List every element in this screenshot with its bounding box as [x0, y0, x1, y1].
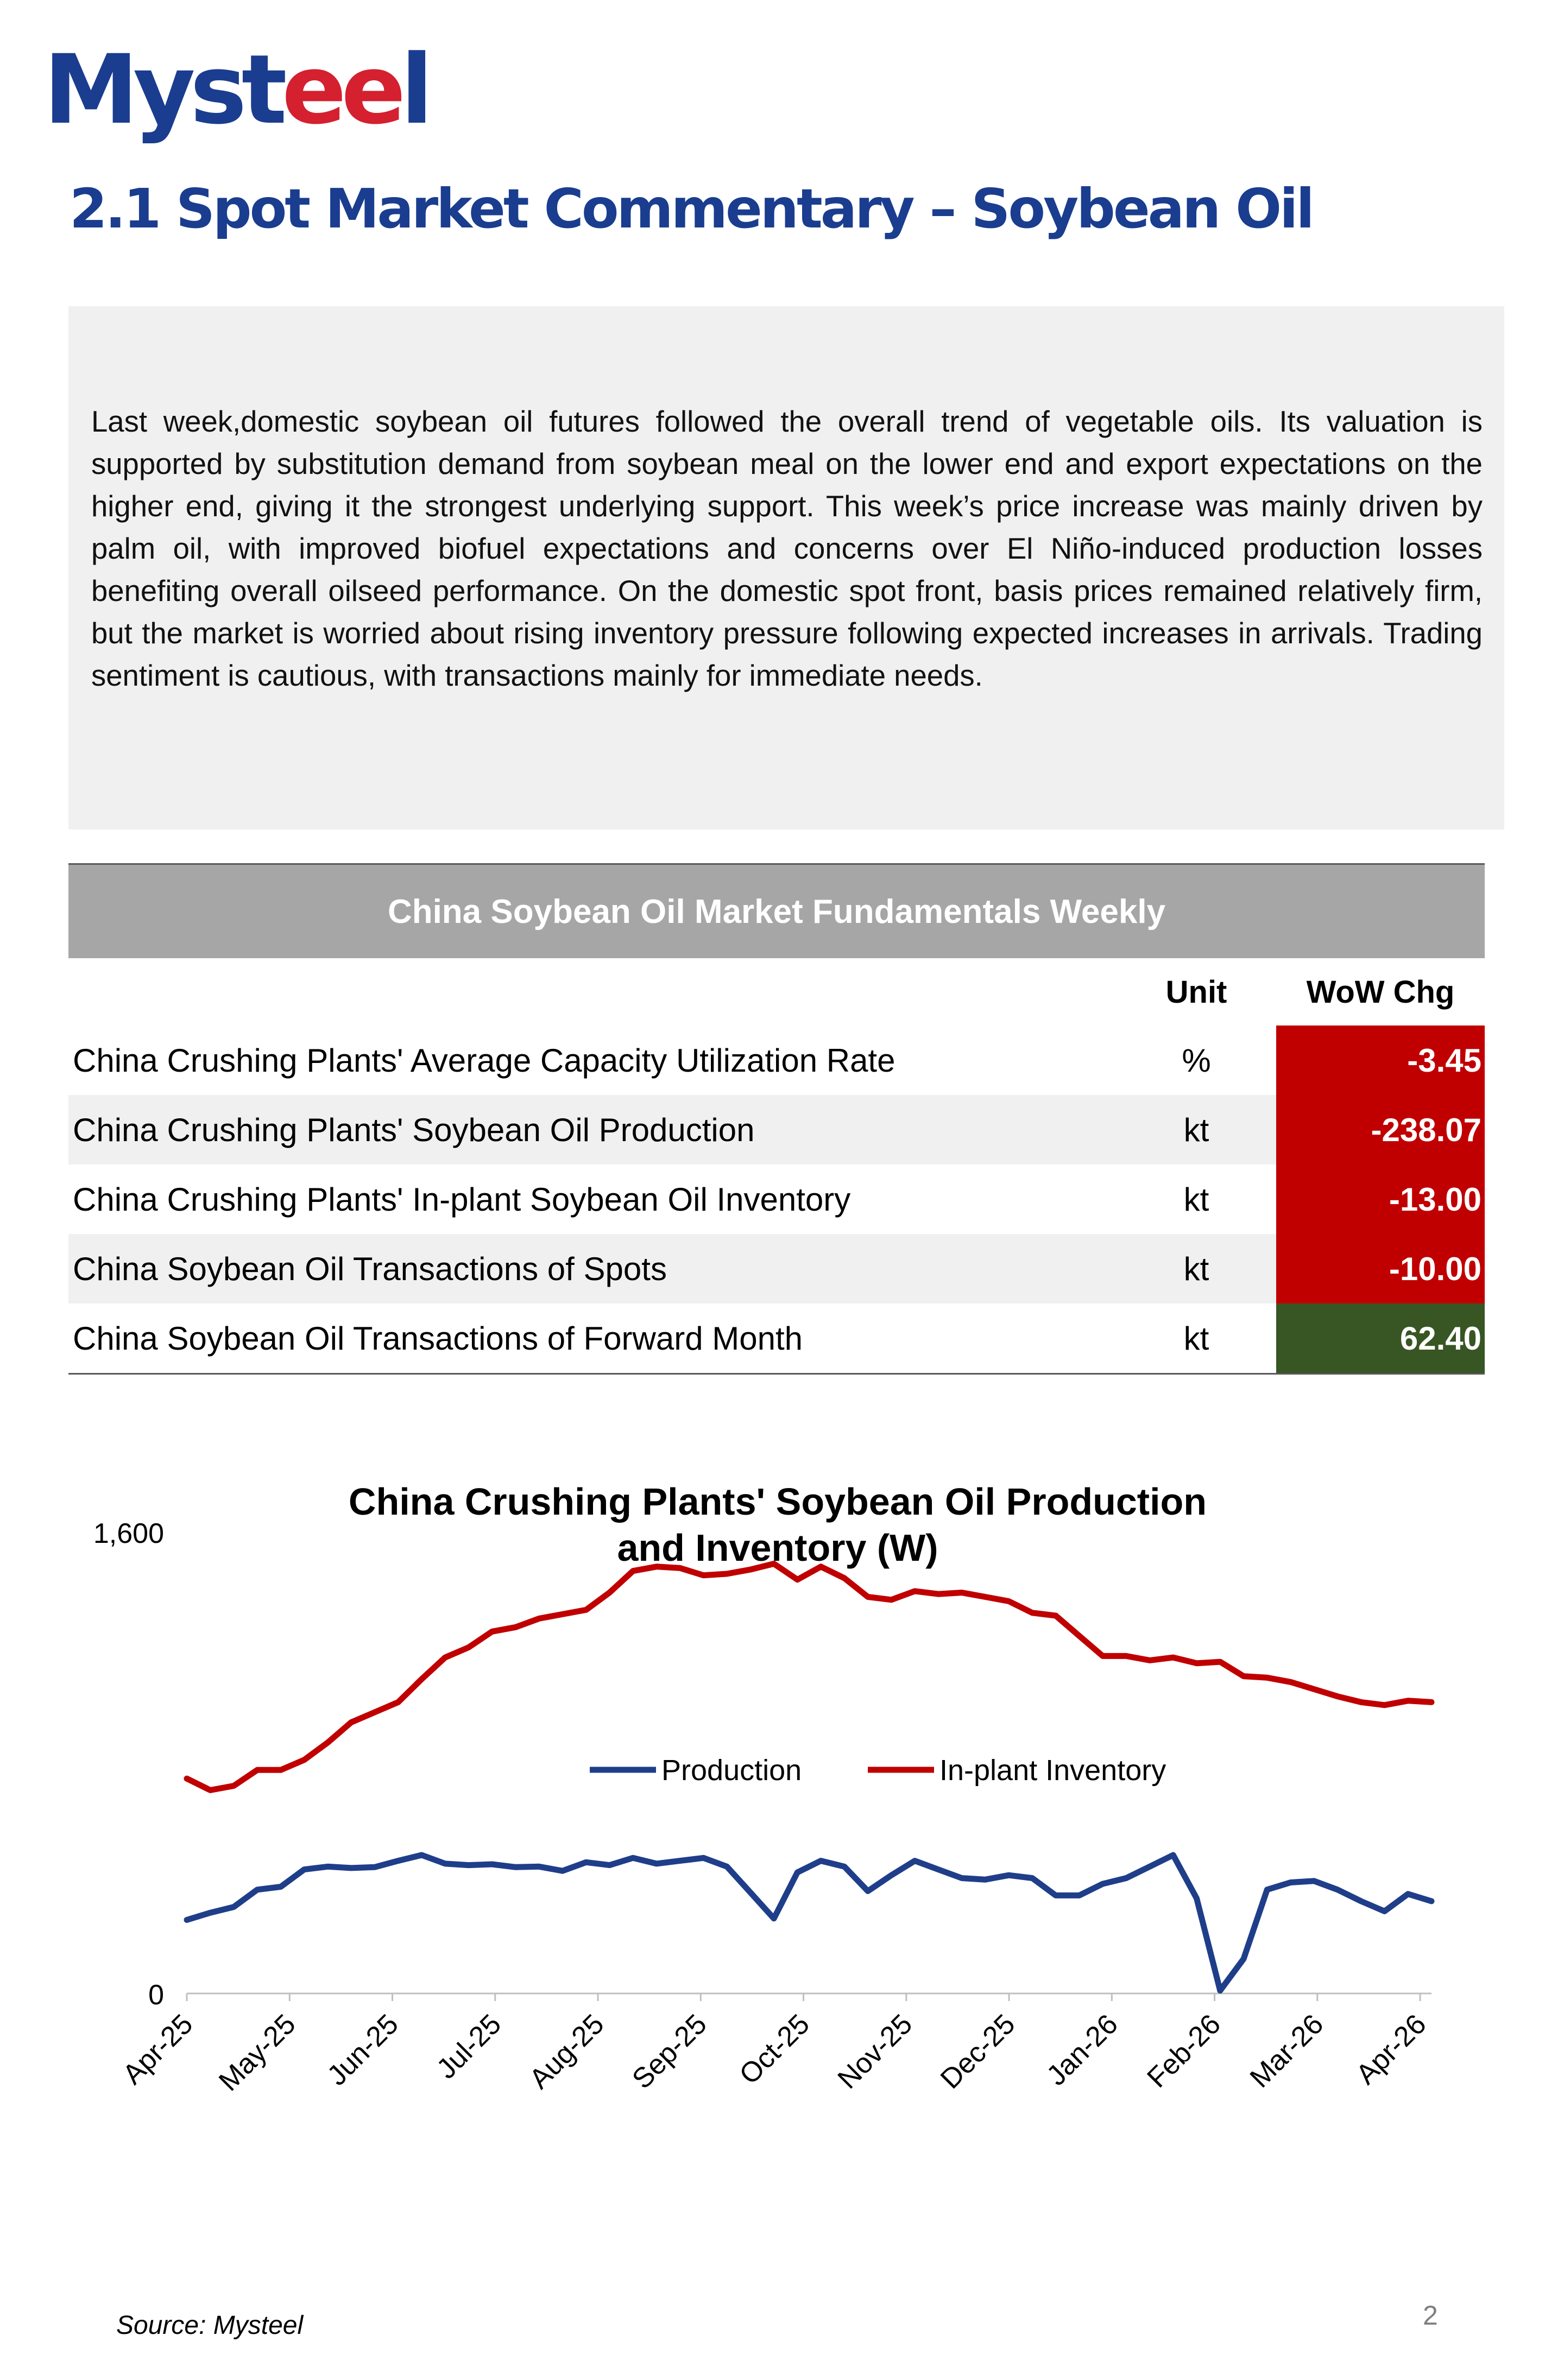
chart-title-line: China Crushing Plants' Soybean Oil Production: [348, 1480, 1207, 1523]
chart-title-line: and Inventory (W): [617, 1527, 938, 1569]
x-tick-label: Dec-25: [934, 2008, 1021, 2096]
wow-chg-cell: -10.00: [1276, 1234, 1485, 1303]
indicator-cell: China Crushing Plants' Soybean Oil Production: [68, 1095, 1117, 1164]
production-inventory-chart: [0, 1455, 1564, 2139]
x-tick-label: Apr-25: [117, 2008, 199, 2091]
x-tick-label: Nov-25: [831, 2008, 919, 2096]
column-header-wow-chg: WoW Chg: [1276, 958, 1485, 1026]
chart-container: [0, 1455, 1564, 2139]
unit-cell: kt: [1117, 1095, 1276, 1164]
series-line: [187, 1855, 1431, 1991]
x-tick-label: Sep-25: [626, 2008, 713, 2096]
x-tick-label: Aug-25: [523, 2008, 610, 2096]
x-tick-label: Oct-25: [733, 2008, 816, 2091]
page-title: 2.1 Spot Market Commentary – Soybean Oil: [70, 177, 1313, 240]
x-tick-label: May-25: [213, 2008, 302, 2098]
commentary-box: [68, 306, 1504, 830]
legend-label: In-plant Inventory: [939, 1754, 1166, 1787]
unit-cell: kt: [1117, 1234, 1276, 1303]
table-title: China Soybean Oil Market Fundamentals Weekly: [68, 864, 1485, 959]
mysteel-logo: Mysteel: [43, 34, 428, 145]
wow-chg-cell: -238.07: [1276, 1095, 1485, 1164]
page-number: 2: [1423, 2300, 1438, 2331]
unit-cell: kt: [1183, 1181, 1209, 1218]
table-row: [68, 1095, 1485, 1164]
indicator-cell: China Crushing Plants' Average Capacity Utilization Rate: [73, 1042, 895, 1079]
x-tick-label: Jan-26: [1040, 2008, 1124, 2092]
source-note: Source: Mysteel: [116, 2311, 304, 2340]
commentary-text: Last week,domestic soybean oil futures followed the overall trend of vegetable oils. Its valuation is supported by substitution demand from soybean meal on the lower end and export expectations on the higher end, giving it the strongest underlying support. This week’s price increase was mainly driven by palm oil, with improved biofuel expectations and concerns over El Niño-induced production losses benefiting overall oilseed performance. On the domestic spot front, basis prices remained relatively firm, but the market is worried about rising inventory pressure following expected increases in arrivals. Trading sentiment is cautious, with transactions mainly for immediate needs.: [91, 405, 1483, 692]
table-row: [68, 1026, 1485, 1095]
unit-cell: %: [1182, 1042, 1211, 1079]
column-header-unit: Unit: [1117, 958, 1276, 1026]
column-header-indicator: [68, 958, 1117, 1026]
indicator-cell: China Soybean Oil Transactions of Forward Month: [68, 1303, 1117, 1374]
x-tick-label: Feb-26: [1141, 2008, 1227, 2094]
x-tick-label: Mar-26: [1244, 2008, 1330, 2094]
indicator-cell: China Crushing Plants' In-plant Soybean Oil Inventory: [73, 1181, 851, 1218]
x-tick-label: Apr-26: [1350, 2008, 1433, 2091]
y-tick-label: 0: [148, 1979, 164, 2011]
x-tick-label: Jun-25: [321, 2008, 405, 2092]
wow-chg-cell: 62.40: [1276, 1303, 1485, 1374]
fundamentals-table: [68, 863, 1485, 1375]
table-row: [68, 1303, 1485, 1374]
indicator-cell: China Soybean Oil Transactions of Spots: [68, 1234, 1117, 1303]
table-row: [68, 1234, 1485, 1303]
y-tick-label: 1,600: [93, 1518, 164, 1549]
wow-chg-cell: -3.45: [1276, 1026, 1485, 1095]
wow-chg-cell: -13.00: [1276, 1164, 1485, 1234]
series-line: [187, 1564, 1431, 1790]
x-tick-label: Jul-25: [431, 2008, 508, 2085]
unit-cell: kt: [1117, 1303, 1276, 1374]
legend-label: Production: [661, 1754, 802, 1787]
table-row: [68, 1164, 1485, 1234]
